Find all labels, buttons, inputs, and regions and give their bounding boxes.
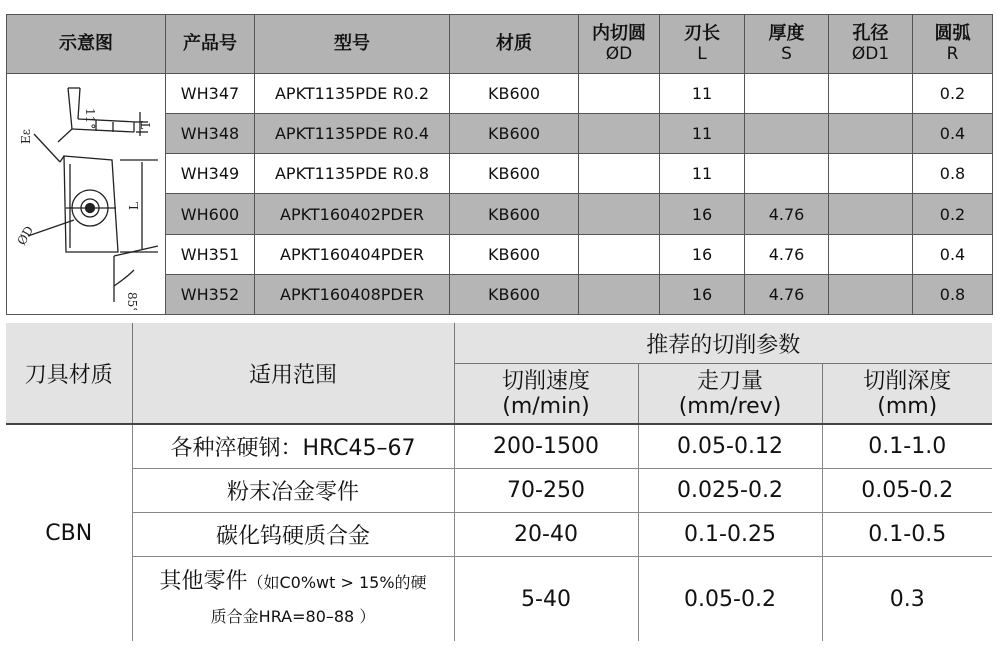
diagram-diameter-label: ØD [13, 223, 36, 248]
header-depth [822, 364, 992, 425]
cell-thickness: 4.76 [745, 194, 829, 234]
header-depth-label: 切削深度 [863, 368, 952, 394]
cell-radius: 0.2 [913, 194, 993, 234]
application-note-1: （如C0%wt > 15%的硬 [247, 572, 427, 592]
cell-edge-length: 11 [660, 114, 745, 154]
header-radius-label: 圆弧 [934, 23, 971, 44]
cell-edge-length: 16 [660, 274, 745, 314]
header-thickness-label: 厚度 [768, 23, 805, 44]
diagram-left-dim: Eε [18, 129, 33, 144]
header-cutting-speed-label: 切削速度 [501, 368, 590, 394]
cell-model: APKT1135PDE R0.8 [255, 154, 450, 194]
header-diagram: 示意图 [7, 15, 166, 74]
header-recommended-params: 推荐的切削参数 [454, 323, 992, 364]
product-table-header [7, 15, 993, 74]
header-radius-symbol: R [946, 44, 959, 64]
header-edge-length [660, 15, 745, 74]
table-row [7, 74, 993, 114]
header-edge-length-symbol: L [697, 44, 707, 64]
cell-model: APKT160402PDER [255, 194, 450, 234]
param-header-row [6, 323, 992, 364]
cell-hole [829, 274, 913, 314]
cell-radius: 0.2 [913, 74, 993, 114]
header-inner-circle [579, 15, 660, 74]
cell-inner-circle [579, 234, 660, 274]
header-cutting-speed-unit: (m/min) [502, 393, 590, 419]
cell-hole [829, 74, 913, 114]
cell-hole [829, 234, 913, 274]
cell-hole [829, 154, 913, 194]
speed-cell: 70-250 [454, 469, 638, 513]
depth-cell: 0.1-1.0 [822, 424, 992, 469]
cell-edge-length: 11 [660, 154, 745, 194]
header-product-no: 产品号 [166, 15, 255, 74]
application-cell [132, 557, 454, 642]
header-inner-circle-symbol: ØD [605, 44, 633, 64]
cell-edge-length: 11 [660, 74, 745, 114]
cell-thickness: 4.76 [745, 274, 829, 314]
header-application: 适用范围 [132, 323, 454, 424]
cell-material: KB600 [450, 74, 579, 114]
cell-hole [829, 114, 913, 154]
cell-model: APKT160408PDER [255, 274, 450, 314]
header-model: 型号 [255, 15, 450, 74]
cell-thickness [745, 114, 829, 154]
header-hole-label: 孔径 [852, 23, 889, 44]
cell-material: KB600 [450, 234, 579, 274]
product-table [6, 14, 993, 315]
depth-cell: 0.3 [822, 557, 992, 642]
application-cell: 碳化钨硬质合金 [132, 513, 454, 557]
header-thickness-symbol: S [781, 44, 792, 64]
header-feed-label: 走刀量 [696, 368, 763, 394]
header-inner-circle-label: 内切圆 [592, 23, 646, 44]
param-row [6, 469, 992, 513]
depth-cell: 0.1-0.5 [822, 513, 992, 557]
application-line-1 [133, 565, 454, 600]
header-thickness [745, 15, 829, 74]
feed-cell: 0.05-0.12 [638, 424, 822, 469]
header-hole [829, 15, 913, 74]
header-feed-unit: (mm/rev) [678, 393, 782, 419]
tool-material-cell: CBN [6, 424, 132, 641]
param-row [6, 513, 992, 557]
cell-inner-circle [579, 274, 660, 314]
cell-material: KB600 [450, 194, 579, 234]
cell-radius: 0.8 [913, 274, 993, 314]
cell-edge-length: 16 [660, 194, 745, 234]
cell-product-no: WH351 [166, 234, 255, 274]
header-hole-symbol: ØD1 [851, 44, 890, 64]
cell-edge-length: 16 [660, 234, 745, 274]
header-material: 材质 [450, 15, 579, 74]
insert-diagram [8, 74, 165, 310]
cell-inner-circle [579, 154, 660, 194]
cell-inner-circle [579, 194, 660, 234]
header-radius [913, 15, 993, 74]
speed-cell: 200-1500 [454, 424, 638, 469]
insert-diagram-cell [7, 74, 166, 315]
cell-product-no: WH349 [166, 154, 255, 194]
application-cell: 粉末冶金零件 [132, 469, 454, 513]
cell-model: APKT1135PDE R0.2 [255, 74, 450, 114]
diagram-angle-top: 11° [82, 108, 97, 130]
cell-radius: 0.4 [913, 234, 993, 274]
diagram-thickness-label: T [138, 120, 153, 129]
header-tool-material: 刀具材质 [6, 323, 132, 424]
speed-cell: 5-40 [454, 557, 638, 642]
cell-model: APKT1135PDE R0.4 [255, 114, 450, 154]
depth-cell: 0.05-0.2 [822, 469, 992, 513]
header-depth-unit: (mm) [877, 393, 938, 419]
cell-product-no: WH600 [166, 194, 255, 234]
param-row [6, 557, 992, 642]
cell-hole [829, 194, 913, 234]
cutting-parameter-table [6, 323, 992, 641]
header-cutting-speed [454, 364, 638, 425]
diagram-length-label: L [126, 202, 141, 210]
cell-product-no: WH348 [166, 114, 255, 154]
cell-inner-circle [579, 114, 660, 154]
param-row [6, 424, 992, 469]
header-feed [638, 364, 822, 425]
cell-thickness: 4.76 [745, 234, 829, 274]
application-note-2: 质合金HRA=80–88 ） [210, 606, 376, 626]
speed-cell: 20-40 [454, 513, 638, 557]
cell-model: APKT160404PDER [255, 234, 450, 274]
header-edge-length-label: 刃长 [684, 23, 720, 44]
cell-product-no: WH347 [166, 74, 255, 114]
feed-cell: 0.1-0.25 [638, 513, 822, 557]
diagram-angle-bottom: 85° [124, 292, 139, 310]
application-main: 其他零件 [159, 568, 248, 594]
cell-material: KB600 [450, 154, 579, 194]
cell-radius: 0.4 [913, 114, 993, 154]
feed-cell: 0.025-0.2 [638, 469, 822, 513]
cell-material: KB600 [450, 274, 579, 314]
cell-thickness [745, 154, 829, 194]
cell-inner-circle [579, 74, 660, 114]
cell-product-no: WH352 [166, 274, 255, 314]
feed-cell: 0.05-0.2 [638, 557, 822, 642]
cell-radius: 0.8 [913, 154, 993, 194]
cell-thickness [745, 74, 829, 114]
application-cell: 各种淬硬钢：HRC45–67 [132, 424, 454, 469]
cell-material: KB600 [450, 114, 579, 154]
